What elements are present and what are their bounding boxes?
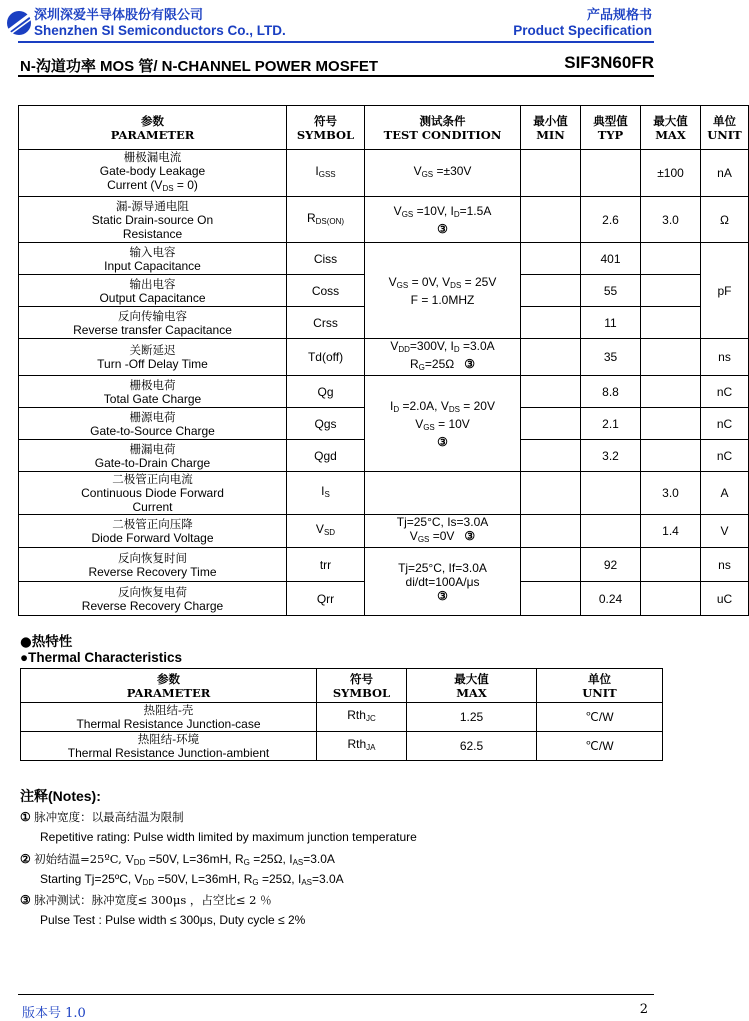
unit-cell: Ω — [701, 197, 749, 243]
max-cell: 1.4 — [641, 515, 701, 548]
unit-cell: ℃/W — [537, 732, 663, 761]
symbol-cell: Ciss — [287, 243, 365, 275]
condition-cell: Tj=25°C, If=3.0A di/dt=100A/μs ③ — [365, 548, 521, 616]
table-header-row — [21, 669, 663, 703]
header-max: 最大值 MAX — [407, 669, 537, 703]
typ-cell: 0.24 — [581, 582, 641, 616]
max-cell — [641, 275, 701, 307]
max-cell: 1.25 — [407, 703, 537, 732]
min-cell — [521, 440, 581, 472]
page-number: 2 — [639, 1002, 648, 1017]
typ-cell: 92 — [581, 548, 641, 582]
header-symbol: 符号 SYMBOL — [317, 669, 407, 703]
max-cell: ±100 — [641, 150, 701, 197]
table-row — [19, 548, 749, 582]
unit-cell: nC — [701, 376, 749, 408]
unit-cell: ns — [701, 548, 749, 582]
thermal-heading-en: ●Thermal Characteristics — [20, 650, 182, 665]
min-cell — [521, 307, 581, 339]
symbol-cell: $R_{DS(ON)}$ — [287, 197, 365, 243]
max-cell — [641, 307, 701, 339]
typ-cell: 55 — [581, 275, 641, 307]
note-ref-3: ③ — [464, 529, 476, 543]
param-cell: 热阻结-壳 Thermal Resistance Junction-case — [21, 703, 317, 732]
symbol-cell: Qg — [287, 376, 365, 408]
si-logo-icon — [4, 5, 38, 39]
min-cell — [521, 150, 581, 197]
min-cell — [521, 376, 581, 408]
table-row — [19, 472, 749, 515]
header-typ: 典型值 TYP — [581, 106, 641, 150]
table-row — [19, 376, 749, 408]
param-cell: 输出电容 Output Capacitance — [19, 275, 287, 307]
param-cell: 热阻结-环境 Thermal Resistance Junction-ambient — [21, 732, 317, 761]
typ-cell — [581, 515, 641, 548]
note-ref-3: ③ — [437, 588, 448, 603]
header-parameter: 参数 PARAMETER — [19, 106, 287, 150]
header-symbol: 符号 SYMBOL — [287, 106, 365, 150]
param-cell: 输入电容 Input Capacitance — [19, 243, 287, 275]
max-cell — [641, 548, 701, 582]
table-row — [19, 339, 749, 376]
min-cell — [521, 515, 581, 548]
max-cell — [641, 339, 701, 376]
doc-type-en: Product Specification — [513, 23, 652, 38]
company-name-en: Shenzhen SI Semiconductors Co., LTD. — [34, 23, 286, 38]
part-number: SIF3N60FR — [564, 53, 654, 72]
footer-divider — [18, 994, 654, 995]
note-1-cn: ① 脉冲宽度：以最高结温为限制 — [20, 810, 184, 824]
note-3-cn: ③ 脉冲测试：脉冲宽度≤ 300μs ，占空比≤ 2 ％ — [20, 893, 272, 907]
table-row — [19, 197, 749, 243]
typ-cell: 8.8 — [581, 376, 641, 408]
param-cell: 二极管正向电流 Continuous Diode Forward Current — [19, 472, 287, 515]
thermal-table — [20, 668, 663, 761]
param-cell: 栅极漏电流 Gate-body Leakage Current $(V_{DS} = 0)$ — [19, 150, 287, 197]
header-condition: 测试条件 TEST CONDITION — [365, 106, 521, 150]
min-cell — [521, 275, 581, 307]
param-cell: 栅极电荷 Total Gate Charge — [19, 376, 287, 408]
note-1-en: Repetitive rating: Pulse width limited by maximum junction temperature — [40, 830, 417, 844]
param-cell: 关断延迟 Turn -Off Delay Time — [19, 339, 287, 376]
symbol-cell: $I_{GSS}$ — [287, 150, 365, 197]
typ-cell: 401 — [581, 243, 641, 275]
symbol-cell: $I_S$ — [287, 472, 365, 515]
max-cell — [641, 408, 701, 440]
symbol-cell: Td(off) — [287, 339, 365, 376]
typ-cell: 35 — [581, 339, 641, 376]
min-cell — [521, 408, 581, 440]
symbol-cell: Qrr — [287, 582, 365, 616]
table-header-row — [19, 106, 749, 150]
condition-cell: $V_{GS} =10V$, $I_D=1.5A$ ③ — [365, 197, 521, 243]
param-cell: 反向传输电容 Reverse transfer Capacitance — [19, 307, 287, 339]
condition-cell: $V_{GS} =\pm 30V$ — [365, 150, 521, 197]
header-unit: 单位 UNIT — [701, 106, 749, 150]
typ-cell — [581, 150, 641, 197]
max-cell: 62.5 — [407, 732, 537, 761]
param-cell: 栅漏电荷 Gate-to-Drain Charge — [19, 440, 287, 472]
note-ref-3: ③ — [437, 434, 448, 449]
min-cell — [521, 197, 581, 243]
typ-cell — [581, 472, 641, 515]
condition-cell — [365, 472, 521, 515]
unit-cell: ns — [701, 339, 749, 376]
typ-cell: 2.1 — [581, 408, 641, 440]
min-cell — [521, 339, 581, 376]
note-ref-3: ③ — [464, 357, 475, 371]
table-row — [19, 243, 749, 275]
version-label: 版本号 1.0 — [22, 1006, 86, 1021]
header-parameter: 参数 PARAMETER — [21, 669, 317, 703]
max-cell — [641, 376, 701, 408]
min-cell — [521, 548, 581, 582]
table-row — [21, 732, 663, 761]
param-cell: 二极管正向压降 Diode Forward Voltage — [19, 515, 287, 548]
max-cell — [641, 440, 701, 472]
symbol-cell: $V_{SD}$ — [287, 515, 365, 548]
unit-cell: A — [701, 472, 749, 515]
condition-cell: $V_{DD}=300V$, $I_D =3.0A$ $R_G=25\Omega$ ③ — [365, 339, 521, 376]
unit-cell: uC — [701, 582, 749, 616]
unit-cell: nA — [701, 150, 749, 197]
typ-cell: 2.6 — [581, 197, 641, 243]
min-cell — [521, 243, 581, 275]
notes-title: 注释(Notes): — [20, 788, 101, 804]
device-title: N-沟道功率 MOS 管/ N-CHANNEL POWER MOSFET — [20, 58, 379, 75]
param-cell: 漏-源导通电阻 Static Drain-source On Resistance — [19, 197, 287, 243]
symbol-cell: Crss — [287, 307, 365, 339]
title-divider — [18, 75, 654, 77]
symbol-cell: Rth$_{JA}$ — [317, 732, 407, 761]
unit-cell: ℃/W — [537, 703, 663, 732]
note-ref-3: ③ — [437, 221, 448, 236]
note-2-en: Starting Tj=25ºC, $V_{DD} =50V$, L=36mH, $R_G =25\Omega$, $I_{AS}=3.0A$ — [40, 872, 344, 887]
symbol-cell: Rth$_{JC}$ — [317, 703, 407, 732]
max-cell: 3.0 — [641, 472, 701, 515]
symbol-cell: Coss — [287, 275, 365, 307]
unit-cell: nC — [701, 408, 749, 440]
condition-cell: $V_{GS} = 0V$, $V_{DS} = 25V$ F = 1.0MHZ — [365, 243, 521, 339]
condition-cell: $I_D =2.0A$, $V_{DS} = 20V$ $V_{GS} = 10V$ ③ — [365, 376, 521, 472]
max-cell — [641, 243, 701, 275]
symbol-cell: Qgs — [287, 408, 365, 440]
table-row — [19, 515, 749, 548]
param-cell: 反向恢复电荷 Reverse Recovery Charge — [19, 582, 287, 616]
symbol-cell: trr — [287, 548, 365, 582]
min-cell — [521, 582, 581, 616]
unit-cell: V — [701, 515, 749, 548]
unit-cell: pF — [701, 243, 749, 339]
symbol-cell: Qgd — [287, 440, 365, 472]
min-cell — [521, 472, 581, 515]
header-max: 最大值 MAX — [641, 106, 701, 150]
header-divider — [18, 41, 654, 43]
thermal-heading-cn: ●热特性 — [20, 634, 73, 650]
table-row — [21, 703, 663, 732]
max-cell: 3.0 — [641, 197, 701, 243]
company-name-cn: 深圳深爱半导体股份有限公司 — [34, 8, 204, 23]
note-3-en: Pulse Test : Pulse width ≤ 300μs, Duty cycle ≤ 2% — [40, 913, 306, 927]
table-row — [19, 150, 749, 197]
unit-cell: nC — [701, 440, 749, 472]
header-unit: 单位 UNIT — [537, 669, 663, 703]
doc-type-cn: 产品规格书 — [586, 8, 652, 23]
note-2-cn: ② 初始结温=25ºC, $V_{DD} =50V$, L=36mH, $R_G =25\Omega$, $I_{AS}=3.0A$ — [20, 852, 335, 867]
param-cell: 栅源电荷 Gate-to-Source Charge — [19, 408, 287, 440]
header-min: 最小值 MIN — [521, 106, 581, 150]
electrical-characteristics-table — [18, 105, 749, 616]
typ-cell: 3.2 — [581, 440, 641, 472]
condition-cell: Tj=25°C, Is=3.0A $V_{GS} =0V$ ③ — [365, 515, 521, 548]
max-cell — [641, 582, 701, 616]
typ-cell: 11 — [581, 307, 641, 339]
param-cell: 反向恢复时间 Reverse Recovery Time — [19, 548, 287, 582]
